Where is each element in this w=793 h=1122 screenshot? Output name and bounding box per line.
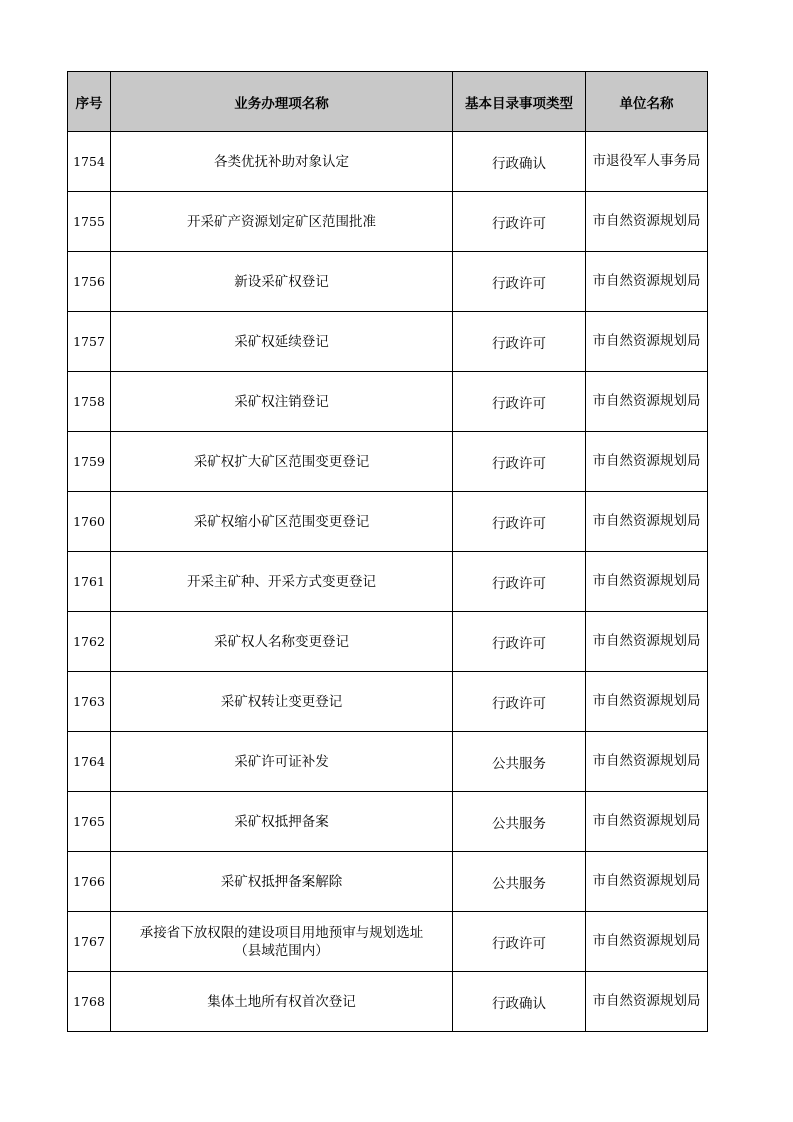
row-item-name-line: 采矿权抵押备案解除 — [220, 873, 343, 890]
row-department: 市自然资源规划局 — [586, 972, 708, 1032]
row-item-name-line: 承接省下放权限的建设项目用地预审与规划选址 — [139, 924, 424, 941]
table-row — [68, 612, 708, 672]
row-serial-number: 1755 — [68, 192, 111, 252]
row-serial-number: 1765 — [68, 792, 111, 852]
row-item-name — [111, 792, 453, 852]
row-item-name — [111, 492, 453, 552]
row-item-name-line: 采矿许可证补发 — [234, 753, 329, 770]
row-item-name-line: 集体土地所有权首次登记 — [207, 993, 356, 1010]
row-department: 市自然资源规划局 — [586, 192, 708, 252]
row-department: 市自然资源规划局 — [586, 252, 708, 312]
table-row — [68, 792, 708, 852]
row-serial-number: 1764 — [68, 732, 111, 792]
row-item-name — [111, 972, 453, 1032]
row-department: 市自然资源规划局 — [586, 372, 708, 432]
row-serial-number: 1758 — [68, 372, 111, 432]
row-item-type: 公共服务 — [453, 792, 586, 852]
table-row — [68, 432, 708, 492]
row-department: 市自然资源规划局 — [586, 672, 708, 732]
row-item-name — [111, 312, 453, 372]
header-serial-number: 序号 — [68, 72, 111, 132]
row-item-name-line: 开采主矿种、开采方式变更登记 — [187, 573, 376, 590]
row-item-name — [111, 552, 453, 612]
row-department: 市自然资源规划局 — [586, 852, 708, 912]
row-item-type: 行政许可 — [453, 432, 586, 492]
table-row — [68, 192, 708, 252]
row-item-type: 行政许可 — [453, 672, 586, 732]
table-header — [68, 72, 708, 132]
row-item-type: 行政许可 — [453, 612, 586, 672]
row-item-name — [111, 372, 453, 432]
row-serial-number: 1768 — [68, 972, 111, 1032]
row-serial-number: 1767 — [68, 912, 111, 972]
row-item-name-line: 各类优抚补助对象认定 — [214, 153, 349, 170]
row-item-type: 行政许可 — [453, 312, 586, 372]
row-item-name-line: 采矿权抵押备案 — [234, 813, 329, 830]
table-row — [68, 912, 708, 972]
header-item-name: 业务办理项名称 — [111, 72, 453, 132]
row-item-type: 行政许可 — [453, 192, 586, 252]
row-item-name — [111, 132, 453, 192]
row-item-type: 行政许可 — [453, 252, 586, 312]
row-department: 市自然资源规划局 — [586, 492, 708, 552]
row-serial-number: 1754 — [68, 132, 111, 192]
row-item-name-line: 开采矿产资源划定矿区范围批准 — [187, 213, 376, 230]
row-item-type: 行政许可 — [453, 372, 586, 432]
table-row — [68, 312, 708, 372]
table-row — [68, 972, 708, 1032]
row-item-type: 公共服务 — [453, 732, 586, 792]
service-catalog-table — [67, 71, 708, 1032]
header-item-type: 基本目录事项类型 — [453, 72, 586, 132]
row-item-name-line: 采矿权人名称变更登记 — [214, 633, 349, 650]
row-department: 市自然资源规划局 — [586, 732, 708, 792]
table-row — [68, 732, 708, 792]
row-item-type: 行政许可 — [453, 552, 586, 612]
table-row — [68, 372, 708, 432]
row-item-name — [111, 912, 453, 972]
row-serial-number: 1766 — [68, 852, 111, 912]
row-item-type: 行政许可 — [453, 912, 586, 972]
row-item-name — [111, 852, 453, 912]
row-serial-number: 1760 — [68, 492, 111, 552]
row-department: 市自然资源规划局 — [586, 312, 708, 372]
row-item-name — [111, 432, 453, 492]
row-item-name — [111, 672, 453, 732]
row-department: 市自然资源规划局 — [586, 612, 708, 672]
row-department: 市自然资源规划局 — [586, 552, 708, 612]
row-department: 市自然资源规划局 — [586, 912, 708, 972]
row-item-name-line: 采矿权扩大矿区范围变更登记 — [193, 453, 370, 470]
row-item-name — [111, 732, 453, 792]
table-row — [68, 132, 708, 192]
row-serial-number: 1763 — [68, 672, 111, 732]
table-row — [68, 672, 708, 732]
row-department: 市退役军人事务局 — [586, 132, 708, 192]
row-item-type: 行政确认 — [453, 132, 586, 192]
row-item-type: 行政许可 — [453, 492, 586, 552]
row-serial-number: 1757 — [68, 312, 111, 372]
row-item-name — [111, 252, 453, 312]
row-item-name-line: （县域范围内） — [234, 942, 329, 959]
table-row — [68, 252, 708, 312]
row-item-name — [111, 192, 453, 252]
row-department: 市自然资源规划局 — [586, 792, 708, 852]
table-body — [68, 132, 708, 1032]
row-item-name-line: 新设采矿权登记 — [234, 273, 329, 290]
table-row — [68, 492, 708, 552]
row-item-name-line: 采矿权转让变更登记 — [220, 693, 343, 710]
table-row — [68, 852, 708, 912]
row-item-type: 公共服务 — [453, 852, 586, 912]
row-item-name — [111, 612, 453, 672]
table-row — [68, 552, 708, 612]
row-serial-number: 1762 — [68, 612, 111, 672]
header-department: 单位名称 — [586, 72, 708, 132]
row-serial-number: 1759 — [68, 432, 111, 492]
row-serial-number: 1756 — [68, 252, 111, 312]
row-item-name-line: 采矿权注销登记 — [234, 393, 329, 410]
row-item-name-line: 采矿权缩小矿区范围变更登记 — [193, 513, 370, 530]
header-row — [68, 72, 708, 132]
row-item-type: 行政确认 — [453, 972, 586, 1032]
row-item-name-line: 采矿权延续登记 — [234, 333, 329, 350]
row-serial-number: 1761 — [68, 552, 111, 612]
row-department: 市自然资源规划局 — [586, 432, 708, 492]
